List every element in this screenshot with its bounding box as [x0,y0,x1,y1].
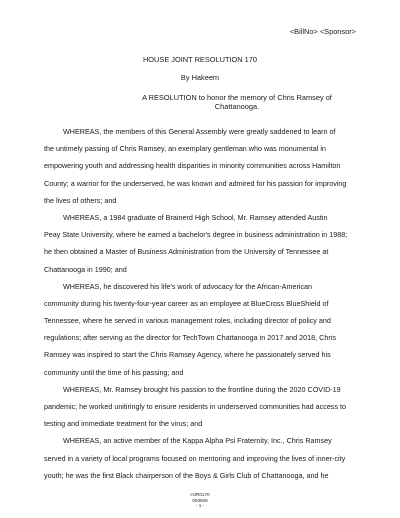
resolution-caption [118,93,356,111]
footer-doc-number: 003926 [192,497,208,503]
paragraph-line: Tennessee, where he served in various management roles, including director of policy and [44,316,331,326]
paragraph-line: empowering youth and addressing health disparities in minority communities across Hamilton [44,161,341,171]
paragraph-line: pandemic; he worked unitiringly to ensure residents in underserved communities had access to [44,402,347,411]
paragraph-line: served in a variety of local programs focused on mentoring and improving the lives of inner-city [44,453,346,463]
bill-sponsor-placeholder: <BillNo> <Sponsor> [289,27,356,36]
paragraph-line: County; a warrior for the underserved, he was known and admired for his passion for improving [44,178,347,188]
paragraph-line: Ramsey was inspired to start the Chris Ramsey Agency, where he passionately served his [44,350,331,360]
paragraph-line: WHEREAS, the members of this General Assembly were greatly saddened to learn of [63,127,336,136]
paragraph-line: WHEREAS, he discovered his life's work of advocacy for the African-American [63,281,313,291]
resolution-caption-line: A RESOLUTION to honor the memory of Chris Ramsey of [142,93,332,102]
paragraph-line: the untimely passing of Chris Ramsey, an exemplary gentleman who was monumental in [44,144,326,154]
page-footer [0,492,400,509]
resolution-body [44,123,360,484]
paragraph-line: he then obtained a Master of Business Administration from the University of Tennessee at [44,247,329,257]
footer-bill-code: HJR0170 [190,492,210,497]
paragraph-line: Peay State University, where he earned a bachelor's degree in business administration in 1988; [44,230,348,240]
paragraph-line: testing and immediate treatment for the virus; and [44,419,203,429]
sponsor-line: By Hakeem [180,73,220,82]
paragraph-line: regulations; after serving as the director for TechTown Chattanooga in 2017 and 2018, Chris [44,333,336,343]
paragraph-line: youth; he was the first Black chairperson of the Boys & Girls Club of Chattanooga, and he [44,470,329,480]
paragraph-line: the lives of others; and [44,195,117,205]
paragraph-line: community during his twenty-four-year career as an employee at BlueCross BlueShield of [44,298,329,308]
paragraph-line: WHEREAS, a 1984 graduate of Brainerd High School, Mr. Ramsey attended Austin [63,212,328,222]
resolution-caption-line: Chattanooga. [214,102,260,111]
footer-page-number: - 1 - [195,503,205,509]
resolution-number: HOUSE JOINT RESOLUTION 170 [142,55,258,64]
paragraph-line: community until the time of his passing; and [44,367,184,377]
paragraph-line: Chattanooga in 1990; and [44,264,127,274]
paragraph-line: WHEREAS, Mr. Ramsey brought his passion to the frontline during the 2020 COVID-19 [63,384,341,394]
paragraph-line: WHEREAS, an active member of the Kappa Alpha Psi Fraternity, Inc., Chris Ramsey [63,436,332,446]
